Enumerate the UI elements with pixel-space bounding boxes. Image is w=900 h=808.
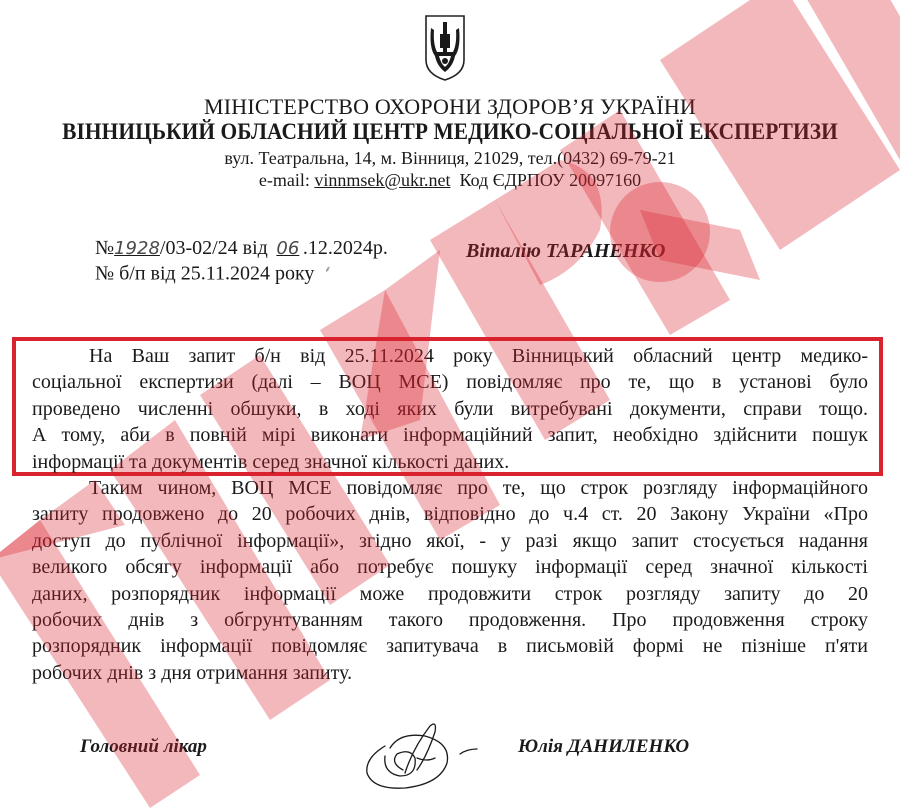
incoming-registration <box>95 262 331 286</box>
outgoing-date-rest: .12.2024р. <box>302 237 388 259</box>
paragraph-line: На Ваш запит б/н від 25.11.2024 року Вінницький обласний центр медико- <box>89 345 868 367</box>
paragraph-line: робочих днів з дня отримання запиту. <box>32 661 353 684</box>
recipient-name: Віталію ТАРАНЕНКО <box>466 240 666 262</box>
second-paragraph <box>32 475 868 686</box>
paragraph-line: робочих днів з обгрунтуванням такого продовження. Про продовження строку <box>32 609 868 632</box>
handwritten-number: 1928 <box>114 238 160 259</box>
handwritten-signature-icon <box>355 718 495 793</box>
ministry-name: МІНІСТЕРСТВО ОХОРОНИ ЗДОРОВ’Я УКРАЇНИ <box>203 94 697 119</box>
paragraph-line: розпорядник інформації повідомляє запитувача в письмовій формі не пізніше п'яти <box>32 635 868 658</box>
organization-address: вул. Театральна, 14, м. Вінниця, 21029, тел.(0432) 69-79-21 <box>224 148 676 168</box>
paragraph-line: великого обсягу інформації або потребує пошуку інформації серед значної кількості <box>32 556 868 579</box>
paragraph-line: інформації та документів серед значної кількості даних. <box>32 450 510 473</box>
highlighted-paragraph <box>32 343 868 475</box>
email-link[interactable]: vinnmsek@ukr.net <box>314 170 451 190</box>
number-sign: № <box>95 237 115 259</box>
contact-line <box>0 170 900 191</box>
incoming-reference: № б/п від 25.11.2024 року <box>95 262 315 285</box>
coat-of-arms-icon <box>423 14 467 82</box>
scan-mark-icon: ⸙ <box>324 264 332 274</box>
outgoing-registration <box>95 237 388 260</box>
edrpou-code: Код ЄДРПОУ 20097160 <box>450 170 642 190</box>
paragraph-line: даних, розпорядник інформації може продовжити строк розгляду запиту до 20 <box>32 582 868 605</box>
paragraph-line: А тому, аби в повній мірі виконати інформаційний запит, необхідно здійснити пошук <box>32 424 868 447</box>
signer-name: Юлія ДАНИЛЕНКО <box>518 736 690 757</box>
paragraph-line: Таким чином, ВОЦ МСЕ повідомляє про те, що строк розгляду інформаційного <box>89 477 868 499</box>
paragraph-line: доступ до публічної інформації», згідно якої, - у разі якщо запит стосується надання <box>32 529 868 552</box>
handwritten-day: 06 <box>276 238 300 259</box>
email-label: e-mail: <box>258 170 315 190</box>
outgoing-suffix: /03-02/24 від <box>159 237 273 259</box>
organization-name: ВІННИЦЬКИЙ ОБЛАСНИЙ ЦЕНТР МЕДИКО-СОЦІАЛЬНОЇ ЕКСПЕРТИЗИ <box>62 119 838 144</box>
signer-position: Головний лікар <box>80 736 207 757</box>
paragraph-line: соціальної експертизи (далі – ВОЦ МСЕ) повідомляє про те, що в установі було <box>32 371 868 394</box>
paragraph-line: запиту продовжено до 20 робочих днів, відповідно до ч.4 ст. 20 Закону України «Про <box>32 503 868 526</box>
paragraph-line: проведено численні обшуки, в ході яких були витребувані документи, справи тощо. <box>32 397 868 420</box>
